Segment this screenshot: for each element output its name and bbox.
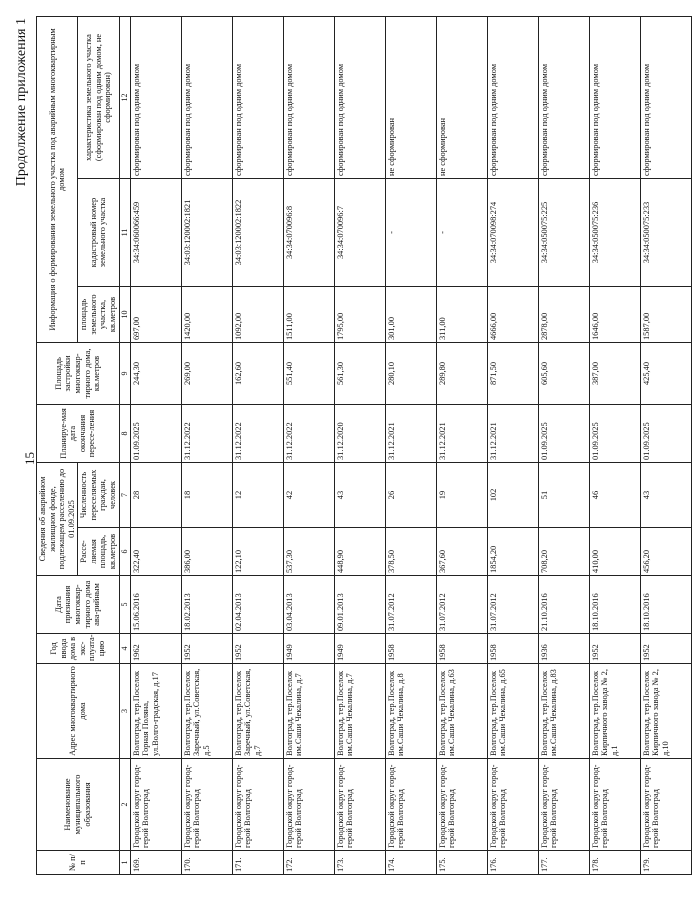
building-area-cell: 551,40 [283,343,334,405]
land-area-cell: 1587,00 [640,287,691,343]
column-numbers-row [119,16,130,874]
table-row [385,16,436,874]
land-status-cell: сформирован под одним домом [487,16,538,178]
cadastral-number-cell: - [385,179,436,287]
resettled-area-cell: 367,60 [436,528,487,576]
planned-date-cell: 31.12.2022 [181,405,232,463]
recognition-date-cell: 31.07.2012 [436,576,487,634]
planned-date-cell: 01.09.2025 [589,405,640,463]
land-status-cell: сформирован под одним домом [334,16,385,178]
row-number: 177. [538,851,589,875]
land-status-cell: сформирован под одним домом [181,16,232,178]
year-cell: 1958 [385,634,436,664]
land-area-cell: 697,00 [130,287,181,343]
resettled-area-cell: 537,30 [283,528,334,576]
column-number: 6 [119,528,130,576]
municipality-cell: Городской округ город-герой Волгоград [385,759,436,851]
cadastral-number-cell: 34:34:070096:8 [283,179,334,287]
resettled-area-cell: 456,20 [640,528,691,576]
year-cell: 1949 [283,634,334,664]
municipality-cell: Городской округ город-герой Волгоград [283,759,334,851]
address-cell: Волгоград, тер.Поселок им.Саши Чекалина, д.7 [283,664,334,759]
table-row [487,16,538,874]
column-number: 12 [119,16,130,178]
header-planned-date: Планируе-мая дата окончания пересе-ления [37,405,120,463]
people-count-cell: 19 [436,463,487,528]
planned-date-cell: 31.12.2021 [436,405,487,463]
address-cell: Волгоград, тер.Поселок им.Саши Чекалина, д.65 [487,664,538,759]
land-status-cell: не сформирован [436,16,487,178]
land-area-cell: 4666,00 [487,287,538,343]
municipality-cell: Городской округ город-герой Волгоград [640,759,691,851]
planned-date-cell: 31.12.2022 [232,405,283,463]
land-area-cell: 1092,00 [232,287,283,343]
land-status-cell: сформирован под одним домом [130,16,181,178]
row-number: 174. [385,851,436,875]
planned-date-cell: 31.12.2022 [283,405,334,463]
land-area-cell: 1511,00 [283,287,334,343]
land-status-cell: сформирован под одним домом [538,16,589,178]
people-count-cell: 28 [130,463,181,528]
building-area-cell: 605,60 [538,343,589,405]
recognition-date-cell: 18.10.2016 [589,576,640,634]
row-number: 178. [589,851,640,875]
row-number: 170. [181,851,232,875]
recognition-date-cell: 18.10.2016 [640,576,691,634]
table-row [640,16,691,874]
address-cell: Волгоград, тер.Поселок им.Саши Чекалина, д.8 [385,664,436,759]
header-building-area: Площадь застройки многоквар-тирного дома, кв.метров [37,343,120,405]
people-count-cell: 12 [232,463,283,528]
address-cell: Волгоград, тер.Поселок Горная Поляна, ул.Волго-градская, д.17 [130,664,181,759]
land-area-cell: 2878,00 [538,287,589,343]
column-number: 7 [119,463,130,528]
table-row [589,16,640,874]
building-area-cell: 871,50 [487,343,538,405]
cadastral-number-cell: 34:34:070096:7 [334,179,385,287]
table-row [538,16,589,874]
cadastral-number-cell: - [436,179,487,287]
row-number: 169. [130,851,181,875]
address-cell: Волгоград, тер.Поселок Кирпичного завода № 2, д.10 [640,664,691,759]
planned-date-cell: 01.09.2025 [640,405,691,463]
column-number: 11 [119,179,130,287]
people-count-cell: 43 [334,463,385,528]
column-number: 3 [119,664,130,759]
municipality-cell: Городской округ город-герой Волгоград [436,759,487,851]
cadastral-number-cell: 34:34:050075:236 [589,179,640,287]
column-number: 2 [119,759,130,851]
land-status-cell: сформирован под одним домом [640,16,691,178]
header-municipality: Наименование муниципального образования [37,759,120,851]
row-number: 173. [334,851,385,875]
year-cell: 1952 [181,634,232,664]
planned-date-cell: 31.12.2021 [487,405,538,463]
cadastral-number-cell: 34:34:050075:233 [640,179,691,287]
building-area-cell: 561,30 [334,343,385,405]
recognition-date-cell: 18.02.2013 [181,576,232,634]
year-cell: 1949 [334,634,385,664]
page-number: 15 [22,452,37,465]
address-cell: Волгоград, тер.Поселок Заречный, ул.Советская, д.7 [232,664,283,759]
column-number: 5 [119,576,130,634]
municipality-cell: Городской округ город-герой Волгоград [232,759,283,851]
building-area-cell: 162,60 [232,343,283,405]
building-area-cell: 289,80 [436,343,487,405]
land-area-cell: 1646,00 [589,287,640,343]
table-row [232,16,283,874]
resettled-area-cell: 1854,20 [487,528,538,576]
row-number: 179. [640,851,691,875]
row-number: 172. [283,851,334,875]
building-area-cell: 244,30 [130,343,181,405]
municipality-cell: Городской округ город-герой Волгоград [130,759,181,851]
cadastral-number-cell: 34:34:070098:274 [487,179,538,287]
building-area-cell: 387,00 [589,343,640,405]
recognition-date-cell: 21.10.2016 [538,576,589,634]
municipality-cell: Городской округ город-герой Волгоград [589,759,640,851]
resettled-area-cell: 708,20 [538,528,589,576]
land-status-cell: сформирован под одним домом [232,16,283,178]
planned-date-cell: 01.09.2025 [130,405,181,463]
table-row [181,16,232,874]
header-land-area: площадь земельного участка, кв.метров [78,287,119,343]
year-cell: 1958 [436,634,487,664]
table-row [436,16,487,874]
address-cell: Волгоград, тер.Поселок Заречный, ул.Советская, д.5 [181,664,232,759]
header-fund-group: Сведения об аварийном жилищном фонде, подлежащем расселению до 01.09.2025 [37,463,78,576]
table-row [130,16,181,874]
recognition-date-cell: 03.04.2013 [283,576,334,634]
header-date-recognition: Дата признания многоквар-тирного дома ава-рийным [37,576,120,634]
address-cell: Волгоград, тер.Поселок им.Саши Чекалина, д.63 [436,664,487,759]
cadastral-number-cell: 34:03:120002:1821 [181,179,232,287]
building-area-cell: 269,00 [181,343,232,405]
people-count-cell: 102 [487,463,538,528]
recognition-date-cell: 09.01.2013 [334,576,385,634]
municipality-cell: Городской округ город-герой Волгоград [538,759,589,851]
people-count-cell: 42 [283,463,334,528]
municipality-cell: Городской округ город-герой Волгоград [487,759,538,851]
appendix-title: Продолжение приложения 1 [14,18,29,187]
row-number: 171. [232,851,283,875]
resettled-area-cell: 386,00 [181,528,232,576]
land-area-cell: 1420,00 [181,287,232,343]
resettlement-table [36,16,692,875]
municipality-cell: Городской округ город-герой Волгоград [181,759,232,851]
municipality-cell: Городской округ город-герой Волгоград [334,759,385,851]
row-number: 176. [487,851,538,875]
address-cell: Волгоград, тер.Поселок им.Саши Чекалина, д.83 [538,664,589,759]
cadastral-number-cell: 34:03:120002:1822 [232,179,283,287]
people-count-cell: 43 [640,463,691,528]
header-land-group: Информация о формировании земельного участка под аварийным многоквартирным домом [37,16,78,342]
table-row [283,16,334,874]
cadastral-number-cell: 34:34:060066:459 [130,179,181,287]
people-count-cell: 18 [181,463,232,528]
land-status-cell: сформирован под одним домом [283,16,334,178]
planned-date-cell: 31.12.2021 [385,405,436,463]
table-row [334,16,385,874]
year-cell: 1952 [232,634,283,664]
land-area-cell: 1795,00 [334,287,385,343]
year-cell: 1962 [130,634,181,664]
year-cell: 1958 [487,634,538,664]
header-people-resettled: Численность переселяемых граждан, человек [78,463,119,528]
table-body [130,16,691,874]
column-number: 9 [119,343,130,405]
land-area-cell: 311,00 [436,287,487,343]
column-number: 1 [119,851,130,875]
recognition-date-cell: 02.04.2013 [232,576,283,634]
header-row-1 [37,16,78,874]
people-count-cell: 26 [385,463,436,528]
recognition-date-cell: 15.06.2016 [130,576,181,634]
year-cell: 1952 [589,634,640,664]
header-land-status: характеристика земельного участка (сформирован под одним домом, не сформирован) [78,16,119,178]
land-status-cell: не сформирован [385,16,436,178]
address-cell: Волгоград, тер.Поселок им.Саши Чекалина, д.7 [334,664,385,759]
address-cell: Волгоград, тер.Поселок Кирпичного завода № 2, д.1 [589,664,640,759]
year-cell: 1952 [640,634,691,664]
year-cell: 1936 [538,634,589,664]
header-cadastral: кадастровый номер земельного участка [78,179,119,287]
land-status-cell: сформирован под одним домом [589,16,640,178]
header-area-resettled: Рассе-ляемая площадь, кв.метров [78,528,119,576]
people-count-cell: 46 [589,463,640,528]
column-number: 4 [119,634,130,664]
building-area-cell: 425,40 [640,343,691,405]
resettled-area-cell: 410,00 [589,528,640,576]
header-address: Адрес многоквартирного дома [37,664,120,759]
building-area-cell: 280,10 [385,343,436,405]
header-num: № п/п [37,851,120,875]
column-number: 8 [119,405,130,463]
resettled-area-cell: 322,40 [130,528,181,576]
resettled-area-cell: 122,10 [232,528,283,576]
recognition-date-cell: 31.07.2012 [487,576,538,634]
planned-date-cell: 31.12.2020 [334,405,385,463]
header-year: Год ввода дома в экс-плуата-цию [37,634,120,664]
recognition-date-cell: 31.07.2012 [385,576,436,634]
people-count-cell: 51 [538,463,589,528]
resettled-area-cell: 448,90 [334,528,385,576]
planned-date-cell: 01.09.2025 [538,405,589,463]
resettled-area-cell: 378,50 [385,528,436,576]
land-area-cell: 301,00 [385,287,436,343]
cadastral-number-cell: 34:34:050075:225 [538,179,589,287]
row-number: 175. [436,851,487,875]
column-number: 10 [119,287,130,343]
